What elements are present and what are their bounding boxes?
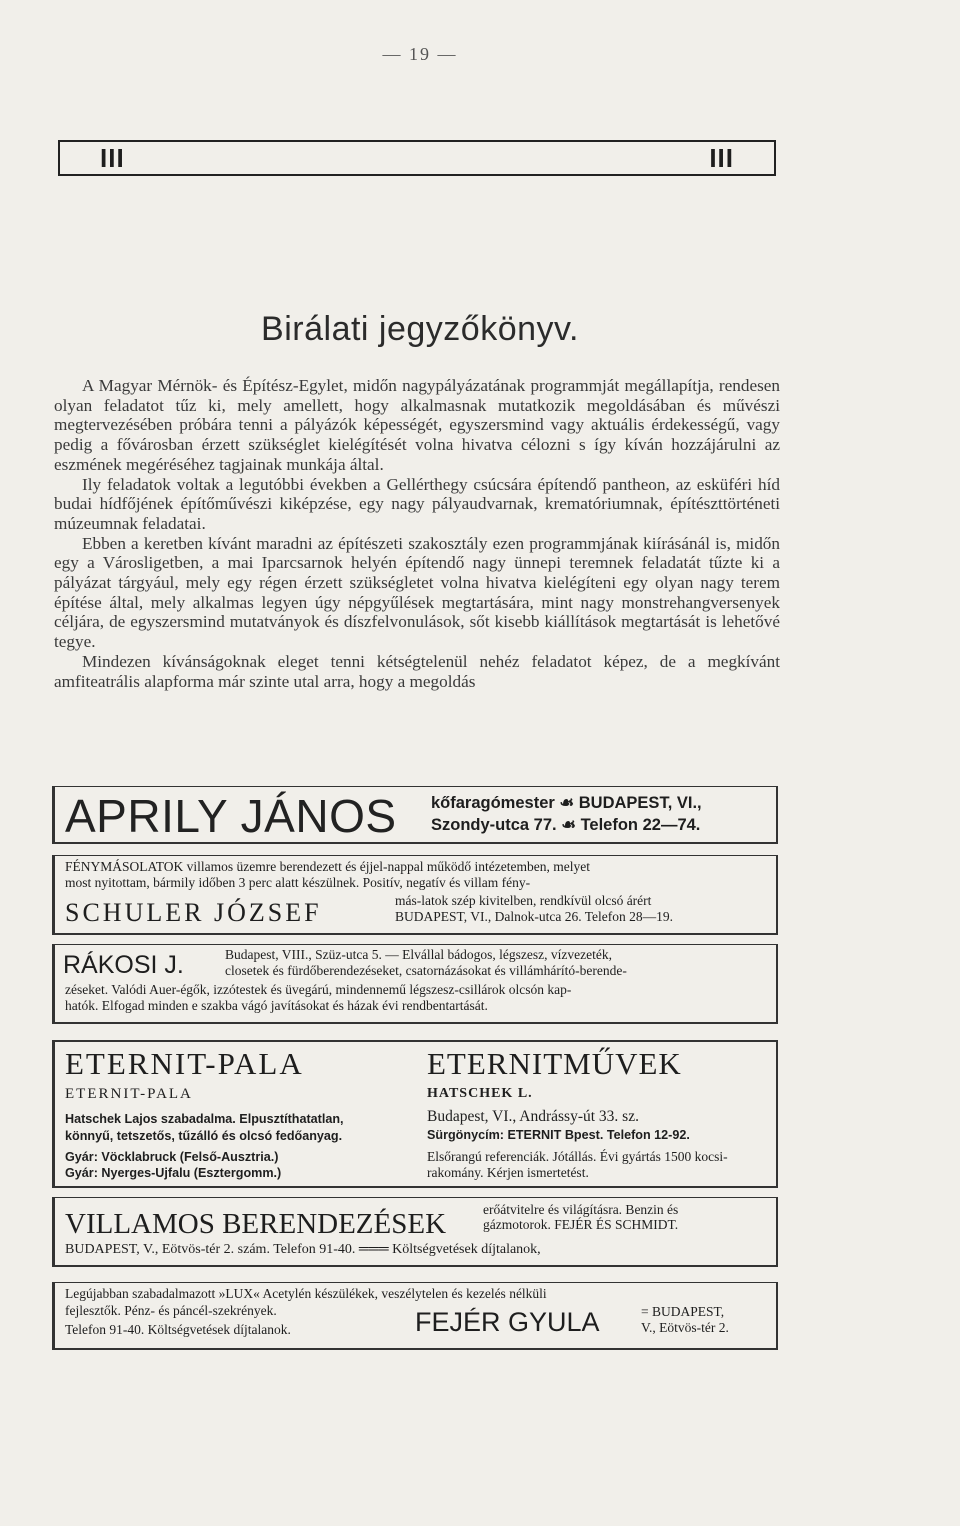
ad-eternit-l1: Hatschek Lajos szabadalma. Elpusztíthatatlan, <box>65 1112 344 1126</box>
ornament-right: III <box>709 143 734 173</box>
ad-rakosi-line3: zéseket. Valódi Auer-égők, izzótestek és üvegárú, mindennemű légszesz-csillárok olcsón kap- <box>65 982 572 997</box>
paragraph: Ily feladatok voltak a legutóbbi években a Gellérthegy csúcsára építendő pantheon, az esküféri híd budai hídfőjének építőművészi kiképzése, egy nagy pályaudvarnak, krematóriumnak, építészttörténeti múzeumnak feladatai. <box>54 474 780 533</box>
ad-rakosi <box>52 944 778 1024</box>
ad-eternit <box>52 1040 778 1188</box>
ad-rakosi-name: RÁKOSI J. <box>63 951 184 979</box>
ad-villamos-line1: erőátvitelre és világításra. Benzin és <box>483 1202 679 1217</box>
ad-eternit-r4: rakomány. Kérjen ismertetést. <box>427 1165 589 1180</box>
article-body <box>54 376 780 691</box>
ad-aprily <box>52 786 778 844</box>
ad-rakosi-line1: Budapest, VIII., Szüz-utca 5. — Elvállal bádogos, légszesz, vízvezeték, <box>225 947 612 962</box>
ad-villamos-name: VILLAMOS BERENDEZÉSEK <box>65 1208 447 1240</box>
ad-fejer-line2: fejlesztők. Pénz- és páncél-szekrények. <box>65 1303 277 1318</box>
ad-schuler-line3: más-latok szép kivitelben, rendkívül olcsó árért <box>395 893 652 908</box>
paragraph: Mindezen kívánságoknak eleget tenni kétségtelenül nehéz feladatot képez, de a megkívánt amfiteatrális alapforma már szinte utal arra, hogy a megoldás <box>54 651 780 691</box>
ad-eternit-title-right: ETERNITMŰVEK <box>427 1046 682 1081</box>
ad-eternit-l2: könnyű, tetszetős, tűzálló és olcsó fedőanyag. <box>65 1129 343 1143</box>
ad-eternit-sub-left: ETERNIT-PALA <box>65 1086 193 1102</box>
ad-fejer <box>52 1282 778 1350</box>
paragraph: A Magyar Mérnök- és Építész-Egylet, midőn nagypályázatának programmját megállapítja, rendesen olyan feladatot tűz ki, mely amellett, hogy alkalmasnak mutatkozik megoldásában és művészi megtervezésében próbára tenni a pályázók képességét, egyszersmind vagy aktuális érdekességű, vagy pedig a fővárosban érzett szükséglet kielégítését volna hivatva célozni s így kíván hozzájárulni az eszmének megéréséhez tagjainak munkája által. <box>54 376 780 474</box>
ad-schuler-line2: most nyitottam, bármily időben 3 perc alatt készülnek. Positív, negatív és villam fény- <box>65 875 531 890</box>
ad-eternit-sub-right: HATSCHEK L. <box>427 1086 533 1101</box>
ad-eternit-l3: Gyár: Vöcklabruck (Felső-Ausztria.) <box>65 1150 279 1164</box>
ad-eternit-r3: Elsőrangú referenciák. Jótállás. Évi gyártás 1500 kocsi- <box>427 1149 728 1164</box>
ad-fejer-line3: Telefon 91-40. Költségvetések díjtalanok. <box>65 1322 291 1337</box>
ad-rakosi-line4: hatók. Elfogad minden e szakba vágó javításokat és házak évi rendbentartását. <box>65 998 488 1013</box>
ad-fejer-addr1: = BUDAPEST, <box>641 1304 725 1319</box>
paragraph: Ebben a keretben kívánt maradni az építészeti szakosztály ezen programmjának kiírásánál is, midőn egy a Városligetben, a mai Iparcsarnok helyén építendő nagy ünnepi teremnek feladatát tűzte ki a pályázat tárgyául, mely egy régen érzett szükségletet volna hivatva kielégíteni egy olyan nagy terem építése által, mely alkalmas legyen úgy népgyűlések megtartására, mint nagy monstrehangversenyek céljára, de egyszersmind mutatványok és díszfelvonulások, sőt kisebb kiállítások megtartását is lehetővé tegye. <box>54 533 780 652</box>
ad-eternit-title-left: ETERNIT-PALA <box>65 1046 304 1081</box>
ad-schuler-name: SCHULER JÓZSEF <box>65 898 322 927</box>
ad-eternit-r1: Budapest, VI., Andrássy-út 33. sz. <box>427 1108 639 1125</box>
ad-villamos <box>52 1197 778 1267</box>
ad-villamos-line2: gázmotorok. FEJÉR ÉS SCHMIDT. <box>483 1217 679 1232</box>
ad-schuler-line4: BUDAPEST, VI., Dalnok-utca 26. Telefon 28—19. <box>395 909 674 924</box>
ornament-left: III <box>100 143 125 173</box>
ad-schuler-line1: FÉNYMÁSOLATOK villamos üzemre berendezett és éjjel-nappal működő intézetemben, melyet <box>65 859 590 874</box>
ad-rakosi-line2: closetek és fürdőberendezéseket, csatornázásokat és villámhárító-berende- <box>225 963 627 978</box>
page-title: Birálati jegyzőkönyv. <box>261 310 579 348</box>
ad-fejer-addr2: V., Eötvös-tér 2. <box>641 1320 729 1335</box>
ad-fejer-line1: Legújabban szabadalmazott »LUX« Acetylén készülékek, veszélytelen és kezelés nélküli <box>65 1286 547 1301</box>
page-number: — 19 — <box>382 44 458 64</box>
ad-aprily-line2: Szondy-utca 77. ☙ Telefon 22—74. <box>431 816 701 834</box>
ad-schuler <box>52 855 778 935</box>
ad-aprily-line1: kőfaragómester ☙ BUDAPEST, VI., <box>431 794 702 812</box>
ad-eternit-l4: Gyár: Nyerges-Ujfalu (Esztergomm.) <box>65 1166 282 1180</box>
ad-eternit-r2: Sürgönycím: ETERNIT Bpest. Telefon 12-92. <box>427 1128 690 1142</box>
ad-aprily-name: APRILY JÁNOS <box>65 790 397 842</box>
ad-fejer-name: FEJÉR GYULA <box>415 1307 600 1337</box>
ad-villamos-line3: BUDAPEST, V., Eötvös-tér 2. szám. Telefon 91-40. ═══ Költségvetések díjtalanok, <box>65 1242 541 1257</box>
ornament-border <box>58 140 776 176</box>
